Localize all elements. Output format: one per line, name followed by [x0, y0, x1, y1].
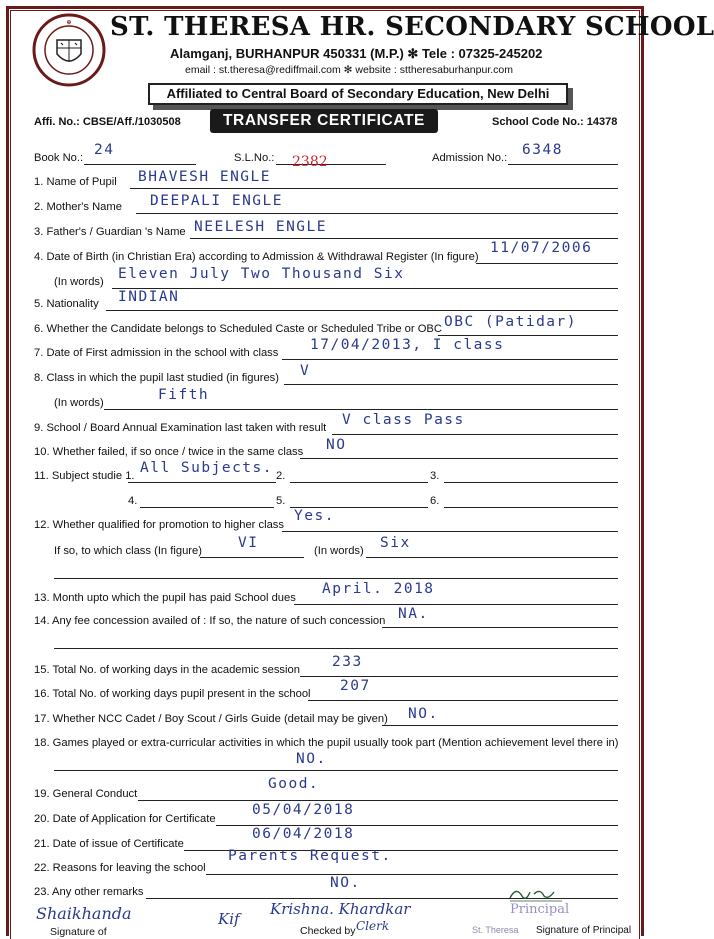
field-23-value: NO.: [330, 875, 361, 891]
field-4-label: 4. Date of Birth (in Christian Era) according to Admission & Withdrawal Register (In figure): [34, 251, 479, 263]
field-10-value: NO: [326, 437, 347, 453]
subject-6-label: 6.: [430, 495, 440, 507]
school-logo: [30, 12, 108, 88]
field-19-value: Good.: [268, 776, 320, 792]
field-9-label: 9. School / Board Annual Examination last taken with result: [34, 422, 327, 434]
field-7-value: 17/04/2013, I class: [310, 337, 505, 353]
field-7-line: [282, 359, 618, 360]
school-code: School Code No.: 14378: [492, 116, 618, 128]
field-5-label: 5. Nationality: [34, 298, 99, 310]
field-16-value: 207: [340, 678, 371, 694]
field-18-line: [54, 770, 618, 771]
blank-line-14: [54, 648, 618, 649]
field-18-label: 18. Games played or extra-curricular activities in which the pupil usually took part (Mention achievement level there in): [34, 737, 619, 749]
field-12-words-value: Six: [380, 535, 411, 551]
field-3-line: [190, 238, 618, 239]
field-11-value: All Subjects.: [140, 460, 273, 476]
field-6-value: OBC (Patidar): [444, 314, 577, 330]
signature-checker: Krishna. Khardkar: [270, 900, 411, 918]
signature-left: Shaikhanda: [36, 904, 132, 923]
field-1-line: [130, 188, 618, 189]
field-12-class-line: [200, 557, 304, 558]
book-no-label: Book No.:: [34, 152, 84, 164]
field-22-value: Parents Request.: [228, 848, 392, 864]
field-23-label: 23. Any other remarks: [34, 886, 144, 898]
admission-no-label: Admission No.:: [432, 152, 508, 164]
field-3-value: NEELESH ENGLE: [194, 219, 327, 235]
field-4-words-line: [112, 288, 618, 289]
field-12-value: Yes.: [294, 508, 335, 524]
svg-text:✠: ✠: [66, 20, 72, 26]
field-6-label: 6. Whether the Candidate belongs to Scheduled Caste or Scheduled Tribe or OBC: [34, 323, 442, 335]
field-8-words-label: (In words): [54, 397, 104, 409]
field-17-line: [382, 725, 618, 726]
field-10-line: [300, 458, 618, 459]
field-11-line-1: [128, 482, 276, 483]
subject-2-label: 2.: [276, 470, 286, 482]
subject-3-line: [444, 482, 618, 483]
field-13-label: 13. Month upto which the pupil has paid School dues: [34, 592, 296, 604]
certificate-title: TRANSFER CERTIFICATE: [210, 109, 438, 133]
field-15-line: [300, 676, 618, 677]
field-17-value: NO.: [408, 706, 439, 722]
signature-initials: Kif: [218, 910, 240, 928]
field-1-label: 1. Name of Pupil: [34, 176, 117, 188]
school-name: ST. THERESA HR. SECONDARY SCHOOL: [110, 12, 714, 42]
field-21-label: 21. Date of issue of Certificate: [34, 838, 184, 850]
field-4-words-label: (In words): [54, 276, 104, 288]
field-11-label: 11. Subject studie 1.: [34, 470, 135, 482]
school-address: Alamganj, BURHANPUR 450331 (M.P.) ✻ Tele : 07325-245202: [170, 46, 543, 61]
field-5-line: [106, 310, 618, 311]
field-17-label: 17. Whether NCC Cadet / Boy Scout / Girls Guide (detail may be given): [34, 713, 388, 725]
field-22-label: 22. Reasons for leaving the school: [34, 862, 206, 874]
field-18-value: NO.: [296, 751, 327, 767]
field-16-label: 16. Total No. of working days pupil present in the school: [34, 688, 311, 700]
field-9-value: V class Pass: [342, 412, 465, 428]
field-12-words-line: [366, 557, 618, 558]
affiliation-box: Affiliated to Central Board of Secondary Education, New Delhi: [148, 83, 568, 105]
field-13-line: [294, 604, 618, 605]
field-12-class-label: If so, to which class (In figure): [54, 545, 202, 557]
subject-3-label: 3.: [430, 470, 440, 482]
subject-2-line: [290, 482, 428, 483]
stamp-text: St. Theresa: [472, 925, 519, 935]
field-8-label: 8. Class in which the pupil last studied (in figures): [34, 372, 279, 384]
signature-of-label: Signature of: [50, 926, 107, 938]
school-contact: email : st.theresa@rediffmail.com ✻ website : sttheresaburhanpur.com: [185, 64, 513, 76]
field-16-line: [308, 700, 618, 701]
field-2-line: [136, 213, 618, 214]
field-14-line: [382, 627, 618, 628]
book-no-value: 24: [94, 142, 115, 158]
principal-stamp-label: Principal: [510, 902, 570, 917]
field-3-label: 3. Father's / Guardian 's Name: [34, 226, 186, 238]
admission-no-line: [508, 164, 618, 165]
field-22-line: [206, 874, 618, 875]
sl-no-label: S.L.No.:: [234, 152, 275, 164]
field-4-value: 11/07/2006: [490, 240, 593, 256]
field-15-value: 233: [332, 654, 363, 670]
subject-5-label: 5.: [276, 495, 286, 507]
affiliation-number: Affi. No.: CBSE/Aff./1030508: [34, 116, 181, 128]
field-5-value: INDIAN: [118, 289, 180, 305]
signature-of-principal-label: Signature of Principal: [536, 925, 632, 936]
field-21-value: 06/04/2018: [252, 826, 355, 842]
field-13-value: April. 2018: [322, 581, 435, 597]
field-14-label: 14. Any fee concession availed of : If so, the nature of such concession: [34, 615, 386, 627]
admission-no-value: 6348: [522, 142, 563, 158]
field-15-label: 15. Total No. of working days in the academic session: [34, 664, 300, 676]
checked-by-label: Checked by: [300, 925, 356, 937]
clerk-text: Clerk: [356, 919, 390, 933]
field-12-line: [282, 531, 618, 532]
field-12-class-value: VI: [238, 535, 259, 551]
book-no-line: [84, 164, 196, 165]
field-6-line: [438, 335, 618, 336]
field-2-label: 2. Mother's Name: [34, 201, 122, 213]
field-8-line: [284, 384, 618, 385]
subject-4-line: [140, 507, 274, 508]
principal-initials-mark: [506, 884, 566, 904]
field-8-value: V: [300, 363, 311, 379]
field-19-line: [138, 800, 618, 801]
field-8-words-line: [104, 409, 618, 410]
subject-6-line: [444, 507, 618, 508]
field-9-line: [332, 434, 618, 435]
sl-no-value: 2382: [292, 154, 328, 170]
blank-line-12: [54, 578, 618, 579]
field-14-value: NA.: [398, 606, 429, 622]
subject-4-label: 4.: [128, 495, 138, 507]
field-10-label: 10. Whether failed, if so once / twice in the same class: [34, 446, 304, 458]
field-8-words-value: Fifth: [158, 387, 210, 403]
field-1-value: BHAVESH ENGLE: [138, 169, 271, 185]
field-2-value: DEEPALI ENGLE: [150, 193, 283, 209]
field-4-line: [476, 263, 618, 264]
field-7-label: 7. Date of First admission in the school with class: [34, 347, 279, 359]
field-12-words-label: (In words): [314, 545, 364, 557]
field-19-label: 19. General Conduct: [34, 788, 138, 800]
field-20-label: 20. Date of Application for Certificate: [34, 813, 216, 825]
field-4-words-value: Eleven July Two Thousand Six: [118, 266, 405, 282]
field-20-value: 05/04/2018: [252, 802, 355, 818]
field-12-label: 12. Whether qualified for promotion to higher class: [34, 519, 284, 531]
